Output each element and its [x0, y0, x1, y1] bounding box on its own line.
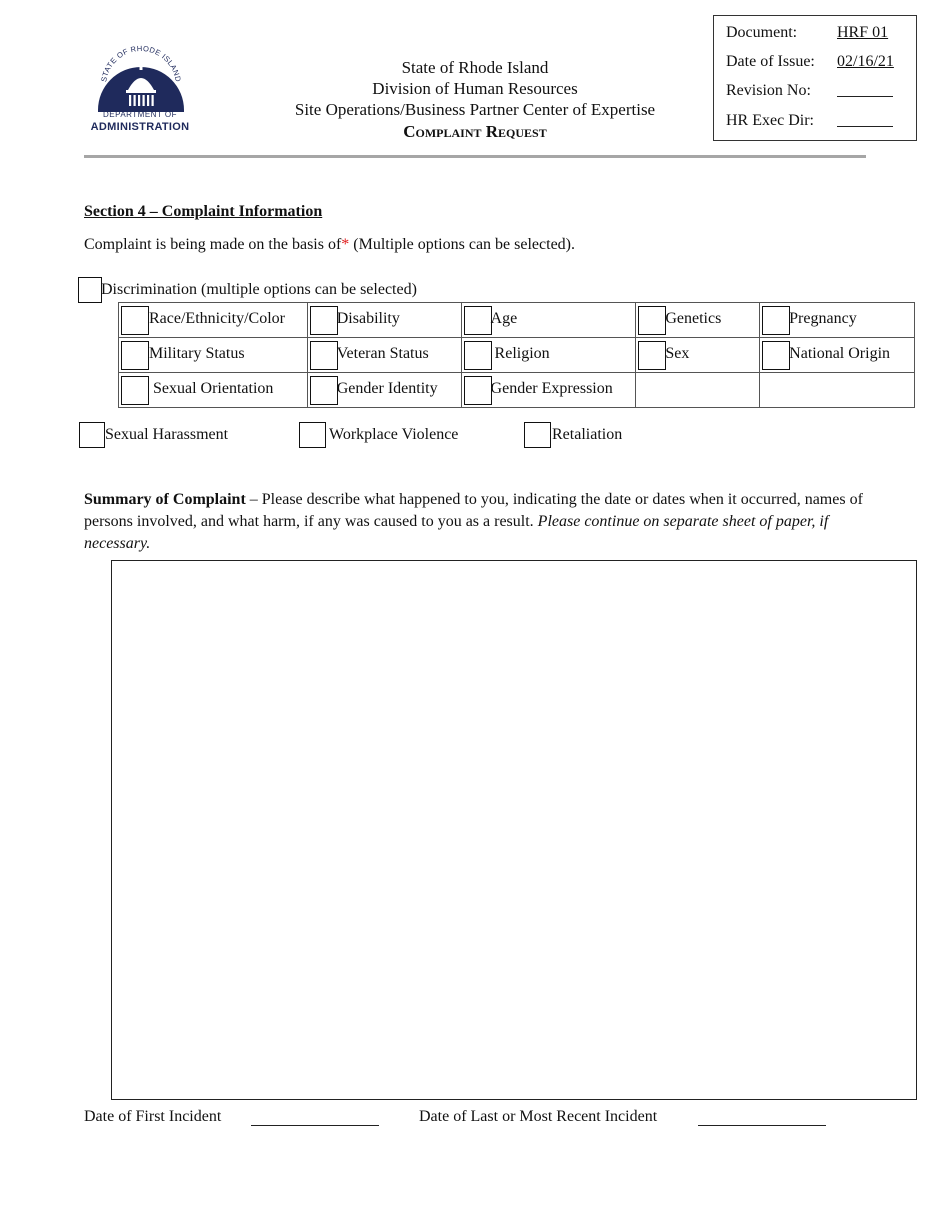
- disability-checkbox[interactable]: [310, 306, 338, 335]
- header-line1: State of Rhode Island: [401, 58, 549, 77]
- option-pregnancy: Pregnancy: [760, 303, 915, 338]
- option-disability: Disability: [307, 303, 461, 338]
- sexual-orientation-checkbox[interactable]: [121, 376, 149, 405]
- religion-checkbox[interactable]: [464, 341, 492, 370]
- document-value: HRF 01: [837, 24, 889, 41]
- gender-expression-checkbox[interactable]: [464, 376, 492, 405]
- sex-checkbox[interactable]: [638, 341, 666, 370]
- genetics-checkbox[interactable]: [638, 306, 666, 335]
- logo-line1: DEPARTMENT OF: [102, 110, 178, 119]
- complaint-summary-textarea[interactable]: [111, 560, 917, 1100]
- basis-instruction: Complaint is being made on the basis of* (Multiple options can be selected).: [84, 236, 576, 253]
- document-label: Document:: [726, 24, 798, 41]
- veteran-checkbox[interactable]: [310, 341, 338, 370]
- option-veteran: Veteran Status: [307, 338, 461, 373]
- section-title: Section 4 – Complaint Information: [84, 203, 323, 220]
- form-title: Complaint Request: [403, 122, 547, 141]
- revision-field[interactable]: [837, 82, 893, 102]
- discrimination-label: Discrimination (multiple options can be selected): [101, 281, 417, 298]
- first-incident-label: Date of First Incident: [84, 1108, 222, 1125]
- svg-text:STATE OF RHODE ISLAND: STATE OF RHODE ISLAND: [99, 43, 183, 83]
- header-line3: Site Operations/Business Partner Center of Expertise: [294, 100, 656, 119]
- option-national-origin: National Origin: [760, 338, 915, 373]
- pregnancy-checkbox[interactable]: [762, 306, 790, 335]
- military-checkbox[interactable]: [121, 341, 149, 370]
- table-row: [119, 303, 915, 338]
- empty-cell: [760, 373, 915, 408]
- header-line2: Division of Human Resources: [372, 79, 578, 98]
- option-military: Military Status: [119, 338, 308, 373]
- header-divider: [84, 155, 866, 158]
- required-asterisk: *: [341, 236, 350, 253]
- retaliation-checkbox[interactable]: [524, 422, 551, 448]
- empty-cell: [636, 373, 760, 408]
- logo-line2: ADMINISTRATION: [90, 121, 190, 133]
- last-incident-field[interactable]: [698, 1125, 826, 1126]
- table-row: [119, 338, 915, 373]
- issue-date-value: 02/16/21: [837, 53, 894, 70]
- option-age: Age: [461, 303, 636, 338]
- age-checkbox[interactable]: [464, 306, 492, 335]
- race-checkbox[interactable]: [121, 306, 149, 335]
- discrimination-checkbox[interactable]: [78, 277, 102, 303]
- table-row: [119, 373, 915, 408]
- option-race: Race/Ethnicity/Color: [119, 303, 308, 338]
- option-gender-identity: Gender Identity: [307, 373, 461, 408]
- workplace-violence-checkbox[interactable]: [299, 422, 326, 448]
- exec-dir-label: HR Exec Dir:: [726, 112, 814, 129]
- issue-date-label: Date of Issue:: [726, 53, 815, 70]
- option-gender-expression: Gender Expression: [461, 373, 636, 408]
- discrimination-options-table: [118, 302, 915, 408]
- sexual-harassment-checkbox[interactable]: [79, 422, 105, 448]
- revision-label: Revision No:: [726, 82, 811, 99]
- workplace-violence-label: Workplace Violence: [329, 426, 459, 443]
- national-origin-checkbox[interactable]: [762, 341, 790, 370]
- sexual-harassment-label: Sexual Harassment: [105, 426, 229, 443]
- exec-dir-field[interactable]: [837, 112, 893, 132]
- option-religion: Religion: [461, 338, 636, 373]
- option-sexual-orientation: Sexual Orientation: [119, 373, 308, 408]
- summary-instructions: Summary of Complaint – Please describe what happened to you, indicating the date or dates when it occurred, names of persons involved, and what harm, if any was caused to you as a result. Please continue on separate sheet of paper, if necessary.: [84, 491, 863, 552]
- last-incident-label: Date of Last or Most Recent Incident: [419, 1108, 658, 1125]
- gender-identity-checkbox[interactable]: [310, 376, 338, 405]
- option-sex: Sex: [636, 338, 760, 373]
- retaliation-label: Retaliation: [552, 426, 623, 443]
- option-genetics: Genetics: [636, 303, 760, 338]
- first-incident-field[interactable]: [251, 1125, 379, 1126]
- document-info-box: [713, 15, 917, 141]
